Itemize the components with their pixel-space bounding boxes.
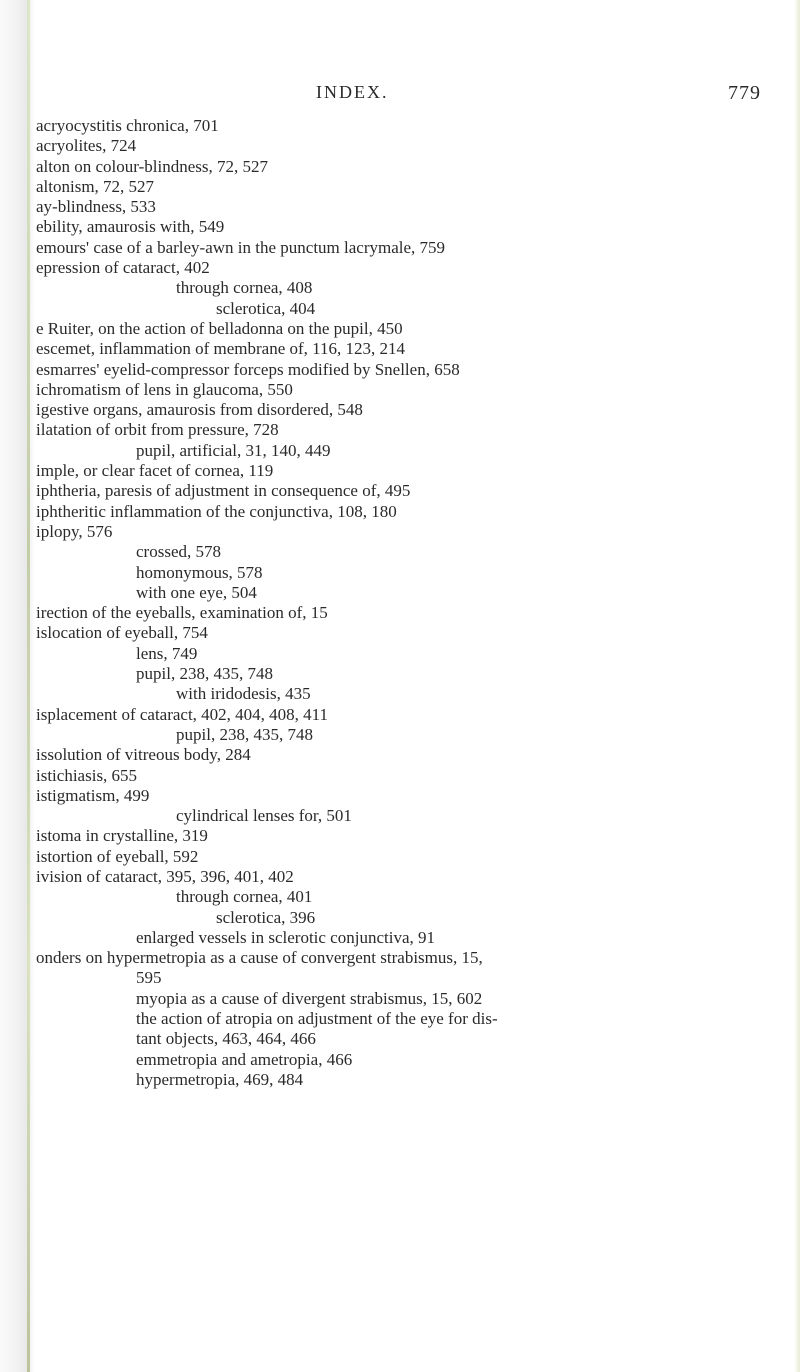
index-entry: pupil, 238, 435, 748 (176, 724, 313, 744)
index-entry: imple, or clear facet of cornea, 119 (36, 461, 274, 481)
index-entry: emours' case of a barley-awn in the punctum lacrymale, 759 (36, 237, 446, 257)
index-entry: e Ruiter, on the action of belladonna on the pupil, 450 (36, 318, 403, 338)
index-entry: onders on hypermetropia as a cause of convergent strabismus, 15, (36, 948, 483, 968)
index-entry: epression of cataract, 402 (36, 258, 210, 278)
index-entry: sclerotica, 396 (216, 907, 316, 927)
index-entry: emmetropia and ametropia, 466 (136, 1049, 353, 1069)
index-entry: tant objects, 463, 464, 466 (136, 1029, 316, 1049)
index-entry: pupil, 238, 435, 748 (136, 664, 273, 684)
index-entry: iphtheria, paresis of adjustment in consequence of, 495 (36, 481, 411, 501)
index-entry: sclerotica, 404 (216, 298, 316, 318)
index-entry: ay-blindness, 533 (36, 197, 156, 217)
page-edge (794, 0, 800, 1372)
index-entry: ebility, amaurosis with, 549 (36, 217, 225, 237)
index-entry: altonism, 72, 527 (36, 176, 155, 196)
index-entry: hypermetropia, 469, 484 (136, 1069, 304, 1089)
index-entry: lens, 749 (136, 643, 198, 663)
index-entry: islocation of eyeball, 754 (36, 623, 208, 643)
index-entry: ichromatism of lens in glaucoma, 550 (36, 379, 293, 399)
index-entry: istoma in crystalline, 319 (36, 826, 208, 846)
binding-edge (27, 0, 30, 1372)
page-header (0, 82, 800, 106)
running-title: INDEX. (316, 82, 389, 102)
index-entry: igestive organs, amaurosis from disordered, 548 (36, 400, 363, 420)
index-entry: isplacement of cataract, 402, 404, 408, 411 (36, 704, 329, 724)
index-entry: escemet, inflammation of membrane of, 116, 123, 214 (36, 339, 406, 359)
index-entry: the action of atropia on adjustment of the eye for dis- (136, 1009, 498, 1029)
index-entry: homonymous, 578 (136, 562, 263, 582)
index-entry: through cornea, 408 (176, 278, 313, 298)
index-entry: cylindrical lenses for, 501 (176, 806, 352, 826)
index-entry: with one eye, 504 (136, 582, 257, 602)
index-entry: acryocystitis chronica, 701 (36, 116, 219, 135)
index-entry: crossed, 578 (136, 542, 221, 562)
index-entry: alton on colour-blindness, 72, 527 (36, 156, 268, 176)
index-entry: with iridodesis, 435 (176, 684, 311, 704)
index-entry: myopia as a cause of divergent strabismus, 15, 602 (136, 988, 483, 1008)
index-entry: through cornea, 401 (176, 887, 313, 907)
index-entry: pupil, artificial, 31, 140, 449 (136, 440, 331, 460)
index-entry: iplopy, 576 (36, 521, 113, 541)
index-entry: ilatation of orbit from pressure, 728 (36, 420, 279, 440)
index-list (36, 116, 792, 1090)
index-entry: istortion of eyeball, 592 (36, 846, 199, 866)
index-entry: ivision of cataract, 395, 396, 401, 402 (36, 866, 294, 886)
index-entry: issolution of vitreous body, 284 (36, 745, 251, 765)
index-entry: acryolites, 724 (36, 136, 137, 156)
index-entry: esmarres' eyelid-compressor forceps modified by Snellen, 658 (36, 359, 460, 379)
index-entry: irection of the eyeballs, examination of, 15 (36, 603, 328, 623)
index-entry: istichiasis, 655 (36, 765, 138, 785)
index-entry: enlarged vessels in sclerotic conjunctiva, 91 (136, 927, 435, 947)
index-entry: istigmatism, 499 (36, 785, 150, 805)
index-entry: 595 (136, 968, 162, 988)
page-number: 779 (728, 82, 761, 104)
index-entry: iphtheritic inflammation of the conjunctiva, 108, 180 (36, 501, 397, 521)
